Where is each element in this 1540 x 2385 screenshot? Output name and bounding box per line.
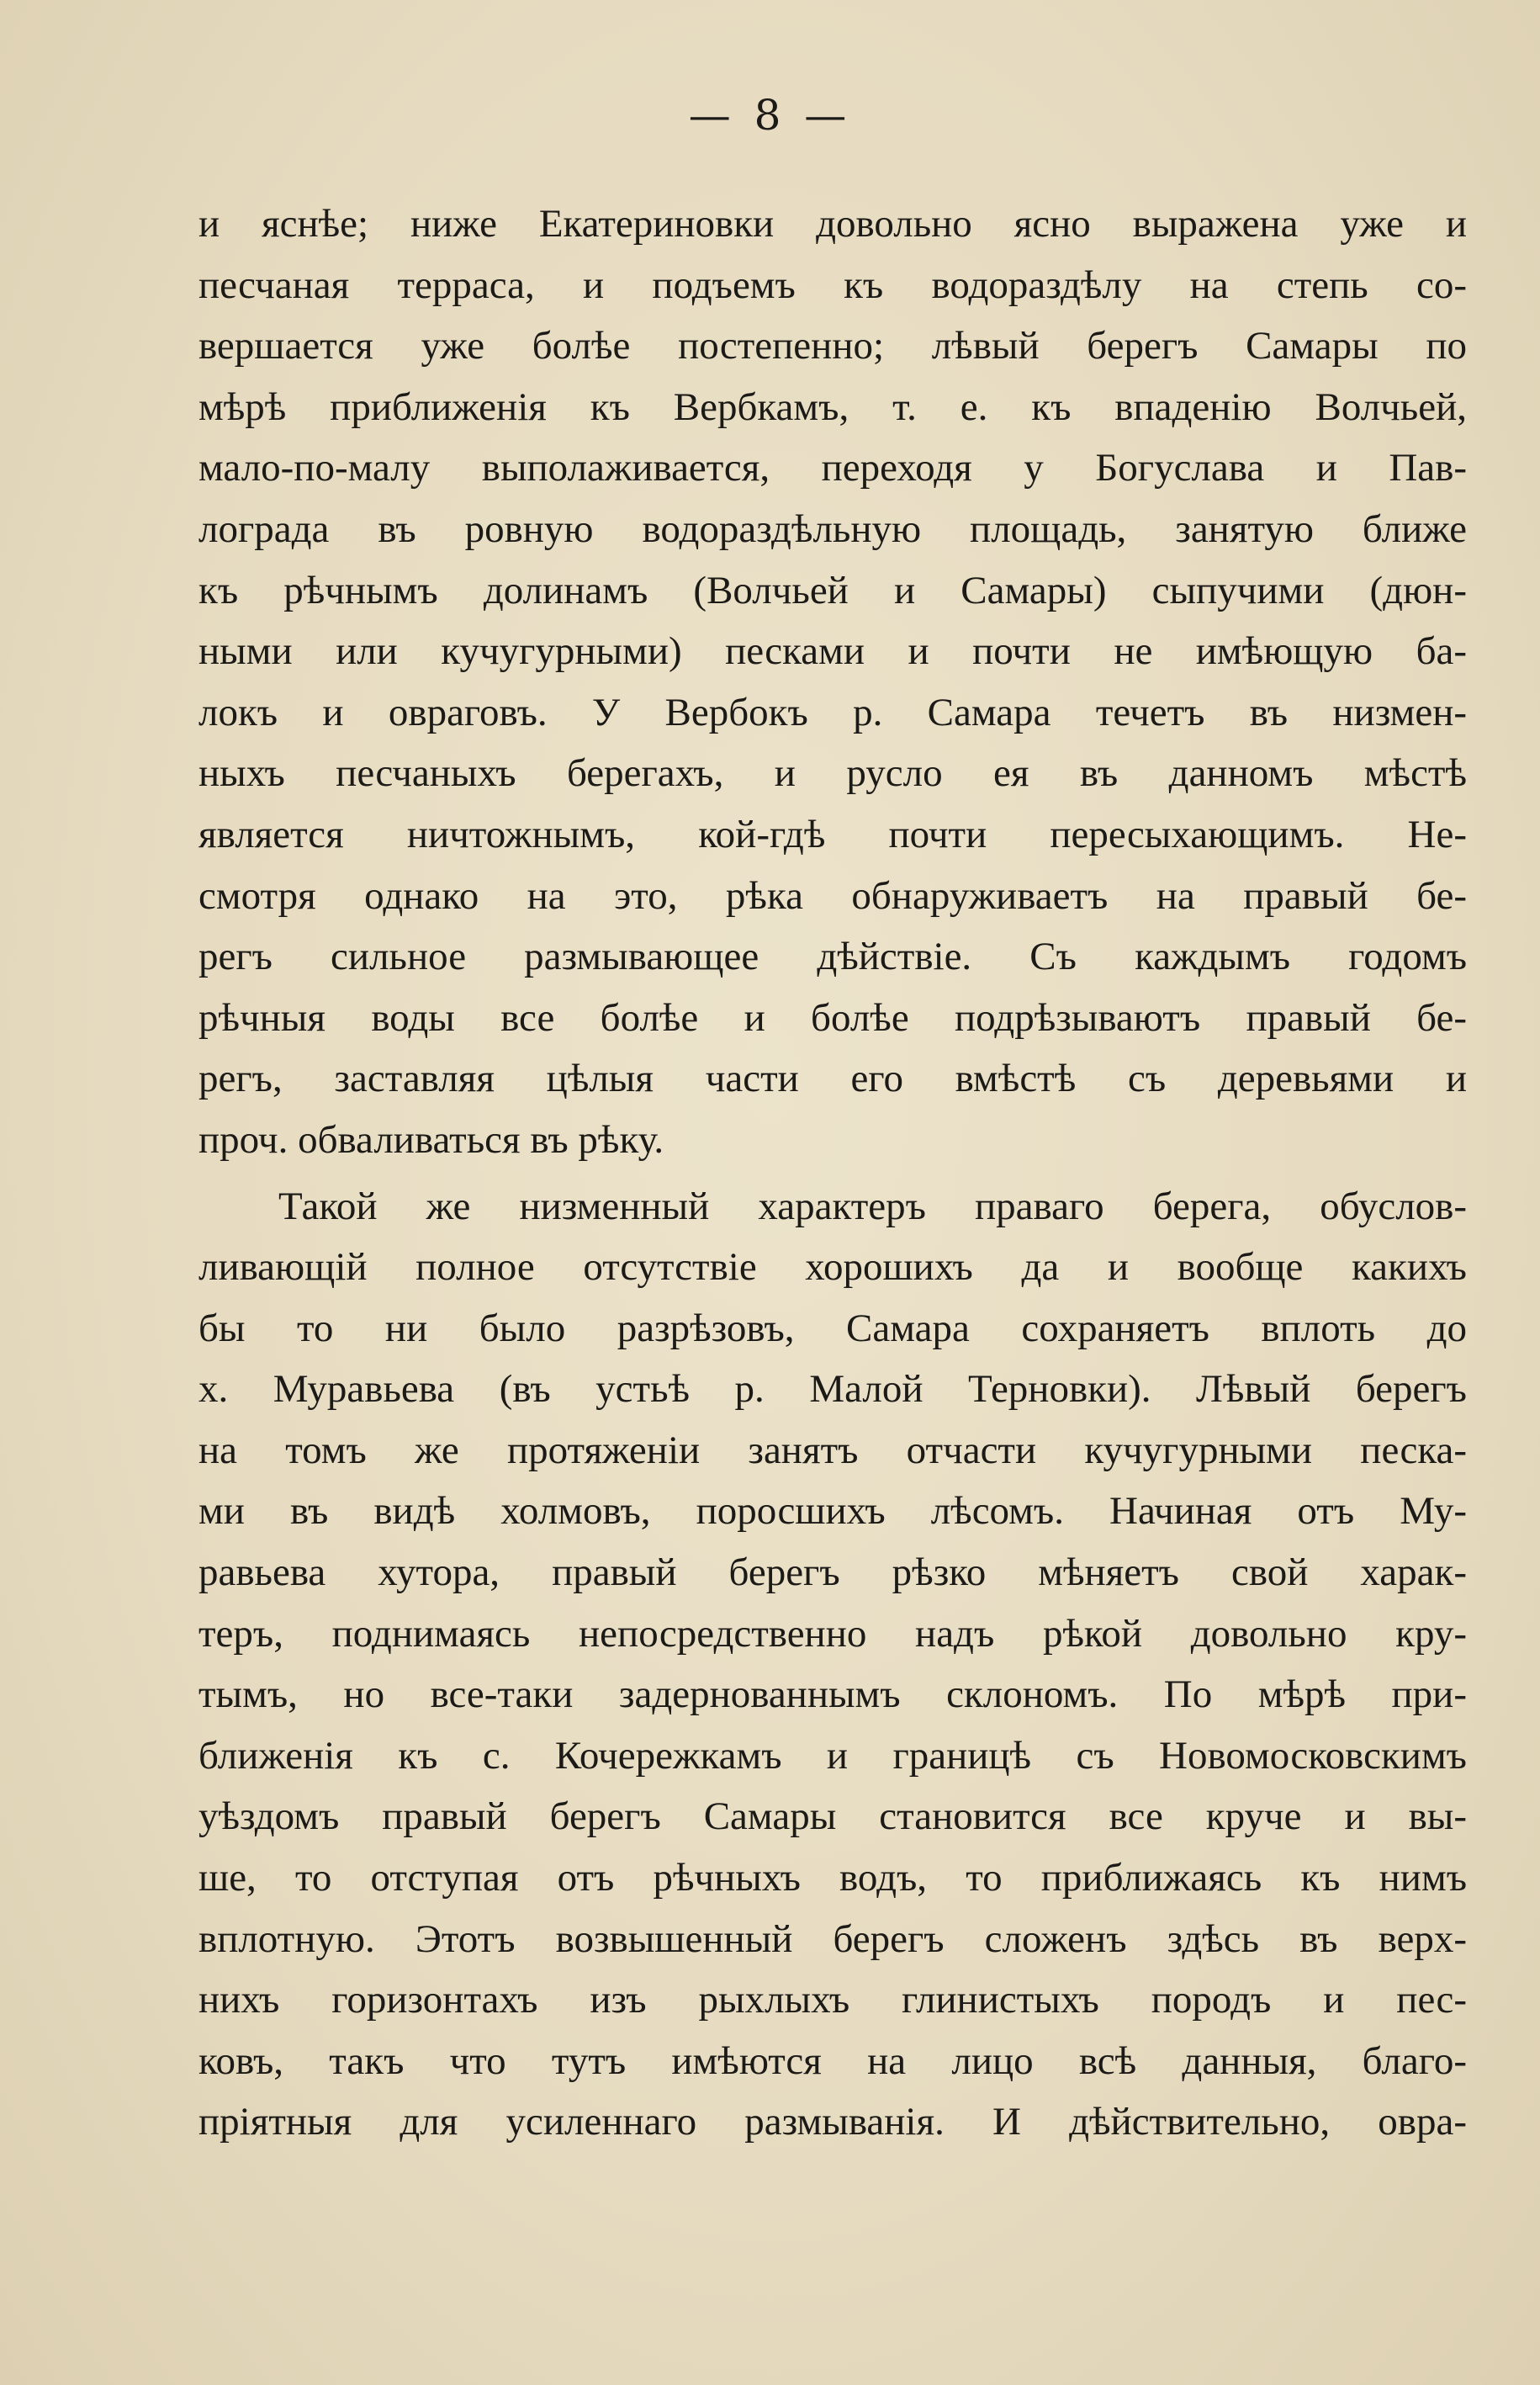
text-line: рѣчныя воды все болѣе и болѣе подрѣзываютъ правый бе- bbox=[198, 995, 1467, 1040]
text-line: къ рѣчнымъ долинамъ (Волчьей и Самары) сыпучими (дюн- bbox=[198, 568, 1467, 612]
text-line: на томъ же протяженіи занятъ отчасти кучугурными песка- bbox=[198, 1428, 1467, 1472]
text-line: мѣрѣ приближенія къ Вербкамъ, т. е. къ впаденію Волчьей, bbox=[198, 384, 1467, 429]
body-text bbox=[198, 193, 1467, 2153]
text-line: песчаная терраса, и подъемъ къ водораздѣлу на степь со- bbox=[198, 262, 1467, 307]
paragraph bbox=[198, 1176, 1467, 2154]
text-line: регъ сильное размывающее дѣйствіе. Съ каждымъ годомъ bbox=[198, 935, 1467, 979]
text-line: ше, то отступая отъ рѣчныхъ водъ, то приближаясь къ нимъ bbox=[198, 1856, 1467, 1900]
text-line: является ничтожнымъ, кой-гдѣ почти пересыхающимъ. Не- bbox=[198, 812, 1467, 856]
text-line: проч. обваливаться въ рѣку. bbox=[198, 1117, 664, 1162]
text-line: ближенія къ с. Кочережкамъ и границѣ съ Новомосковскимъ bbox=[198, 1733, 1467, 1778]
text-line: нихъ горизонтахъ изъ рыхлыхъ глинистыхъ породъ и пес- bbox=[198, 1978, 1467, 2022]
text-line: ныхъ песчаныхъ берегахъ, и русло ея въ данномъ мѣстѣ bbox=[198, 751, 1467, 796]
text-line: теръ, поднимаясь непосредственно надъ рѣкой довольно кру- bbox=[198, 1611, 1467, 1656]
text-line: локъ и овраговъ. У Вербокъ р. Самара течетъ въ низмен- bbox=[198, 690, 1467, 734]
text-line: мало-по-малу выполаживается, переходя у Богуслава и Пав- bbox=[198, 446, 1467, 490]
text-line: лограда въ ровную водораздѣльную площадь, занятую ближе bbox=[198, 506, 1467, 551]
text-line: Такой же низменный характеръ праваго берега, обуслов- bbox=[278, 1184, 1467, 1228]
text-line: ковъ, такъ что тутъ имѣются на лицо всѣ данныя, благо- bbox=[198, 2038, 1467, 2083]
text-line: бы то ни было разрѣзовъ, Самара сохраняетъ вплоть до bbox=[198, 1306, 1467, 1350]
text-line: уѣздомъ правый берегъ Самары становится все круче и вы- bbox=[198, 1794, 1467, 1839]
text-line: пріятныя для усиленнаго размыванія. И дѣйствительно, овра- bbox=[198, 2100, 1467, 2144]
text-line: ми въ видѣ холмовъ, поросшихъ лѣсомъ. Начиная отъ Му- bbox=[198, 1489, 1467, 1534]
text-line: х. Муравьева (въ устьѣ р. Малой Терновки). Лѣвый берегъ bbox=[198, 1367, 1467, 1412]
text-line: равьева хутора, правый берегъ рѣзко мѣняетъ свой харак- bbox=[198, 1550, 1467, 1595]
text-line: вершается уже болѣе постепенно; лѣвый берегъ Самары по bbox=[198, 324, 1467, 368]
paragraph bbox=[198, 193, 1467, 1171]
text-line: вплотную. Этотъ возвышенный берегъ сложенъ здѣсь въ верх- bbox=[198, 1916, 1467, 1961]
text-line: ными или кучугурными) песками и почти не имѣющую ба- bbox=[198, 629, 1467, 674]
page-number: — 8 — bbox=[688, 91, 852, 140]
text-line: ливающій полное отсутствіе хорошихъ да и вообще какихъ bbox=[198, 1245, 1467, 1290]
text-line: регъ, заставляя цѣлыя части его вмѣстѣ съ деревьями и bbox=[198, 1057, 1467, 1101]
text-line: и яснѣе; ниже Екатериновки довольно ясно выражена уже и bbox=[198, 202, 1467, 246]
text-line: тымъ, но все-таки задернованнымъ склономъ. По мѣрѣ при- bbox=[198, 1672, 1467, 1717]
text-line: смотря однако на это, рѣка обнаруживаетъ на правый бе- bbox=[198, 873, 1467, 918]
